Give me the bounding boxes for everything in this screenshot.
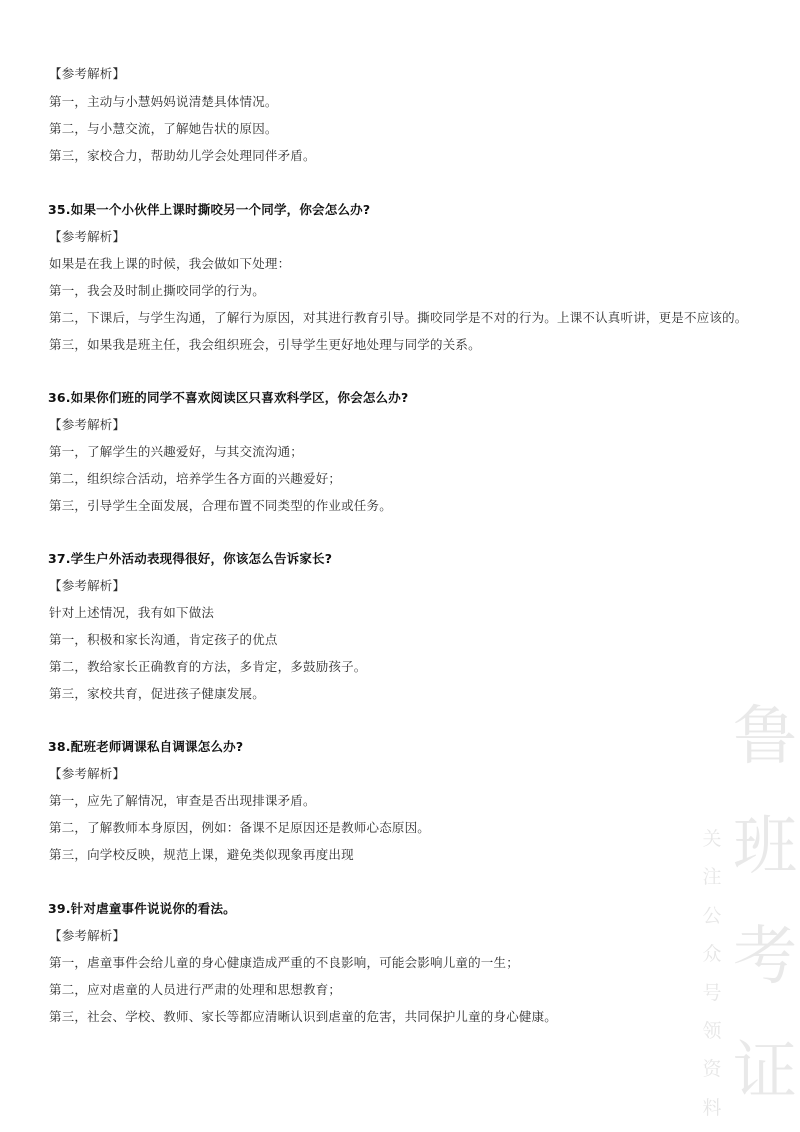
watermark-subtext [702, 820, 722, 1127]
analysis-label: 【参考解析】 [49, 766, 126, 781]
watermark-small-char: 资 [702, 1058, 722, 1081]
answer-line: 第三，家校合力，帮助幼儿学会处理同伴矛盾。 [49, 148, 316, 163]
answer-line: 第三，家校共育，促进孩子健康发展。 [49, 686, 265, 701]
answer-line: 第三，引导学生全面发展，合理布置不同类型的作业或任务。 [49, 498, 392, 513]
analysis-label: 【参考解析】 [49, 229, 126, 244]
answer-line: 第二，应对虐童的人员进行严肃的处理和思想教育； [49, 982, 342, 997]
answer-line: 第一，应先了解情况，审查是否出现排课矛盾。 [49, 793, 316, 808]
watermark-char: 班 [733, 810, 797, 884]
watermark-small-char: 注 [702, 866, 722, 889]
answer-line: 第二，教给家长正确教育的方法，多肯定，多鼓励孩子。 [49, 659, 367, 674]
answer-line: 第一，我会及时制止撕咬同学的行为。 [49, 283, 265, 298]
answer-line: 第三，如果我是班主任，我会组织班会，引导学生更好地处理与同学的关系。 [49, 337, 481, 352]
question-36-title: 36.如果你们班的同学不喜欢阅读区只喜欢科学区，你会怎么办? [48, 390, 409, 405]
watermark-char: 鲁 [733, 700, 797, 774]
watermark-small-char: 公 [702, 904, 722, 927]
answer-line: 针对上述情况，我有如下做法 [49, 605, 215, 620]
analysis-label: 【参考解析】 [49, 928, 126, 943]
watermark-char: 考 [733, 920, 797, 994]
answer-line: 第二，与小慧交流，了解她告状的原因。 [49, 121, 278, 136]
analysis-label: 【参考解析】 [49, 417, 126, 432]
watermark-small-char: 领 [702, 1020, 722, 1043]
question-37-title: 37.学生户外活动表现得很好，你该怎么告诉家长? [48, 551, 333, 566]
answer-line: 第二，了解教师本身原因，例如：备课不足原因还是教师心态原因。 [49, 820, 431, 835]
analysis-label: 【参考解析】 [49, 578, 126, 593]
question-38-title: 38.配班老师调课私自调课怎么办? [48, 739, 244, 754]
answer-line: 第二，组织综合活动，培养学生各方面的兴趣爱好； [49, 471, 342, 486]
answer-line: 第一，积极和家长沟通，肯定孩子的优点 [49, 632, 278, 647]
answer-line: 如果是在我上课的时候，我会做如下处理： [49, 256, 291, 271]
answer-line: 第三，向学校反映，规范上课，避免类似现象再度出现 [49, 847, 354, 862]
answer-line: 第一，了解学生的兴趣爱好，与其交流沟通； [49, 444, 304, 459]
answer-line: 第一，虐童事件会给儿童的身心健康造成严重的不良影响，可能会影响儿童的一生； [49, 955, 519, 970]
answer-line: 第二，下课后，与学生沟通，了解行为原因，对其进行教育引导。撕咬同学是不对的行为。上课不认真听讲，更是不应该的。 [49, 310, 748, 325]
question-35-title: 35.如果一个小伙伴上课时撕咬另一个同学，你会怎么办? [48, 202, 371, 217]
analysis-label: 【参考解析】 [49, 66, 126, 81]
question-39-title: 39.针对虐童事件说说你的看法。 [48, 901, 236, 916]
watermark-small-char: 料 [702, 1096, 722, 1119]
watermark-small-char: 关 [702, 828, 722, 850]
watermark-small-char: 众 [702, 943, 722, 966]
answer-line: 第一，主动与小慧妈妈说清楚具体情况。 [49, 94, 278, 109]
answer-line: 第三，社会、学校、教师、家长等都应清晰认识到虐童的危害，共同保护儿童的身心健康。 [49, 1009, 558, 1024]
watermark-char: 证 [733, 1035, 797, 1109]
watermark-small-char: 号 [702, 981, 722, 1004]
